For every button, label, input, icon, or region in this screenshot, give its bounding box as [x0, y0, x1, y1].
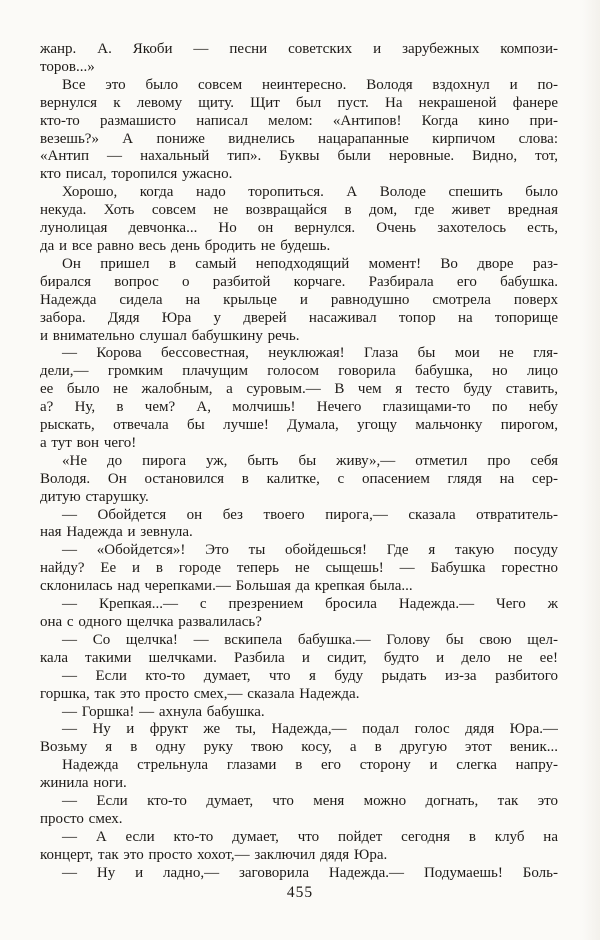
text-line: а? Ну, в чем? А, молчишь! Нечего глазищами-то по небу	[40, 399, 558, 416]
text-line: — Ну и фрукт же ты, Надежда,— подал голос дядя Юра.—	[62, 721, 558, 738]
page-text-block	[40, 41, 558, 883]
text-line: рыскать, отвечала бы лучше! Думала, угощу мальчонку пирогом,	[40, 417, 558, 434]
text-line: Надежда стрельнула глазами в его сторону и слегка напру-	[62, 757, 558, 774]
text-line: кала такими шелчками. Разбила и сидит, будто и дело не ее!	[40, 649, 558, 666]
text-line: и внимательно слушал бабушкину речь.	[40, 327, 300, 344]
text-line: — Обойдется он без твоего пирога,— сказала отвратитель-	[62, 506, 558, 523]
text-line: — Если кто-то думает, что я буду рыдать из-за разбитого	[62, 667, 558, 684]
text-line: лунолицая девчонка... Но он вернулся. Очень захотелось есть,	[40, 220, 558, 237]
text-line: — Корова бессовестная, неуклюжая! Глаза бы мои не гля-	[62, 345, 558, 362]
text-line: — Ну и ладно,— заговорила Надежда.— Подумаешь! Боль-	[62, 864, 558, 881]
text-line: Хорошо, когда надо торопиться. А Володе спешить было	[62, 184, 558, 201]
text-line: она с одного щелчка развалилась?	[40, 614, 262, 630]
text-line: — «Обойдется»! Это ты обойдешься! Где я такую посуду	[62, 542, 558, 559]
text-line: кто писал, торопился ужасно.	[40, 166, 233, 183]
text-line: — Если кто-то думает, что меня можно догнать, так это	[62, 793, 558, 810]
text-line: ее было не жалобным, а суровым.— В чем я тесто буду ставить,	[40, 381, 558, 398]
text-line: «Не до пирога уж, быть бы живу»,— отметил про себя	[62, 452, 558, 469]
page-number: 455	[286, 884, 314, 901]
text-line: жинила ноги.	[40, 775, 127, 792]
text-line: найду? Ее и в городе теперь не сыщешь! — Бабушка горестно	[40, 560, 558, 577]
text-line: Все это было совсем неинтересно. Володя вздохнул и по-	[62, 76, 558, 93]
text-line: да и все равно весь день бродить не будешь.	[40, 237, 331, 254]
text-line: ная Надежда и зевнула.	[40, 524, 193, 541]
text-line: просто смех.	[40, 810, 123, 827]
text-line: горшка, так это просто смех,— сказала Надежда.	[40, 685, 360, 702]
text-line: склонилась над черепками.— Большая да крепкая была...	[40, 578, 413, 595]
text-line: торов...»	[40, 58, 95, 75]
text-line: «Антип — нахальный тип». Буквы были неровные. Видно, тот,	[40, 148, 558, 165]
text-line: некуда. Хоть совсем не возвращайся в дом, где живет вредная	[40, 202, 558, 219]
text-line: — Крепкая...— с презрением бросила Надежда.— Чего ж	[62, 596, 558, 613]
text-line: Он пришел в самый неподходящий момент! Во дворе раз-	[62, 255, 558, 272]
text-line: везешь?» А пониже виднелись нацарапанные кирпичом слова:	[40, 130, 558, 147]
text-line: Надежда сидела на крыльце и равнодушно смотрела поверх	[40, 291, 558, 308]
text-line: вернулся к левому щиту. Щит был пуст. На некрашеной фанере	[40, 94, 558, 111]
text-line: забора. Дядя Юра у дверей насаживал топор на топорище	[40, 309, 558, 326]
text-line: кто-то размашисто написал мелом: «Антипов! Когда кино при-	[40, 112, 558, 129]
text-line: дели,— громким плачущим голосом говорила бабушка, но лицо	[40, 363, 558, 380]
text-line: а тут вон чего!	[40, 434, 137, 451]
text-line: — А если кто-то думает, что пойдет сегодня в клуб на	[62, 828, 558, 845]
text-line: — Со щелчка! — вскипела бабушка.— Голову бы свою щел-	[62, 631, 558, 648]
text-line: жанр. А. Якоби — песни советских и зарубежных компози-	[40, 41, 558, 57]
text-line: Володя. Он остановился в калитке, с опасением глядя на сер-	[40, 470, 558, 487]
text-line: Возьму я в одну руку твою косу, а в другую этот веник...	[40, 739, 558, 756]
text-line: дитую старушку.	[40, 488, 149, 505]
text-line: концерт, так это просто хохот,— заключил дядя Юра.	[40, 846, 388, 863]
text-line: бирался вопрос о разбитой корчаге. Разбирала его бабушка.	[40, 273, 558, 290]
text-line: — Горшка! — ахнула бабушка.	[62, 703, 265, 720]
